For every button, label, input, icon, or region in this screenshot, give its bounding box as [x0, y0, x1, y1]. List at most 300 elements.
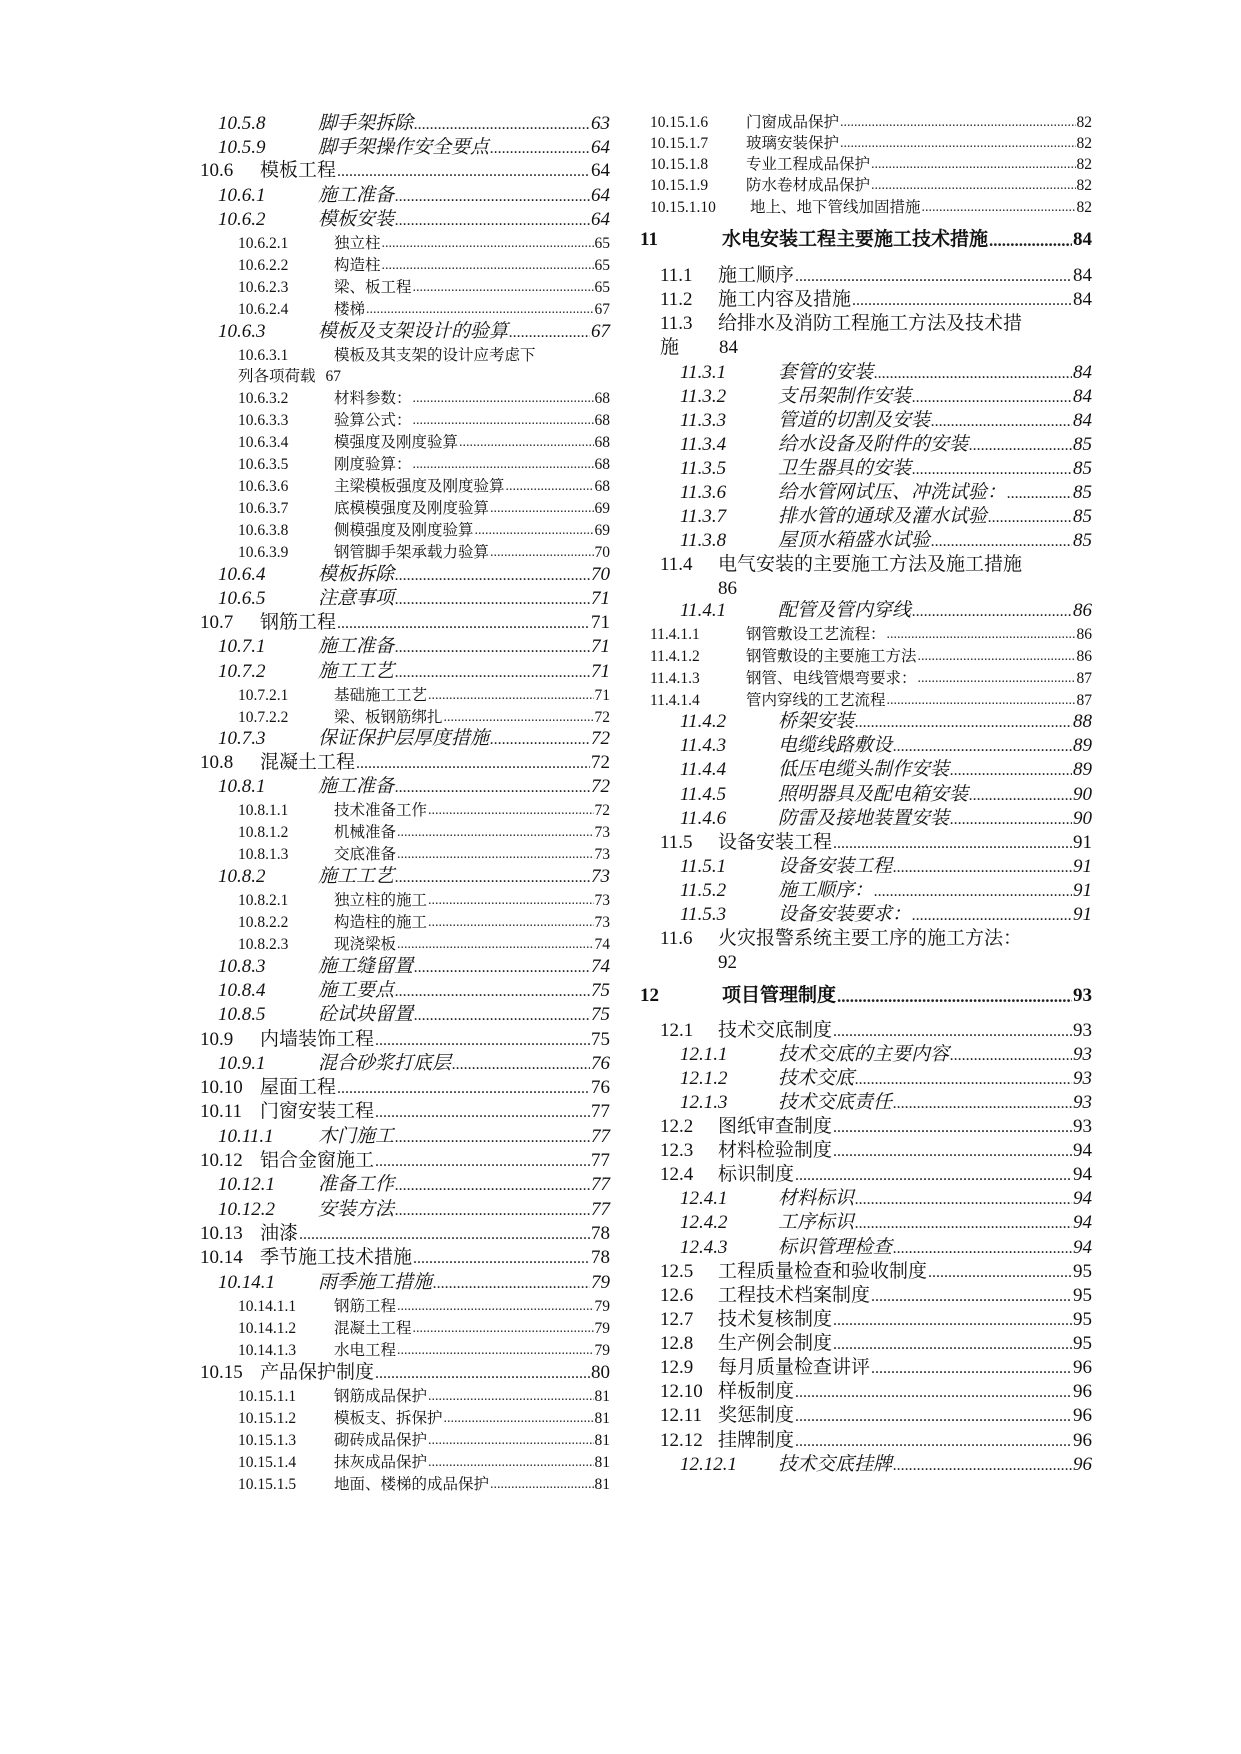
toc-entry-page: 73 — [594, 913, 610, 931]
dot-leader — [874, 366, 1072, 382]
toc-entry[interactable] — [200, 753, 610, 772]
toc-entry[interactable] — [650, 136, 1092, 152]
toc-entry-title: 给水管网试压、冲洗试验： — [778, 482, 1007, 503]
toc-entry-title: 奖惩制度 — [718, 1405, 795, 1426]
toc-entry[interactable] — [218, 1175, 610, 1194]
toc-entry[interactable] — [660, 1141, 1092, 1160]
toc-entry-title: 钢管敷设的主要施工方法 — [746, 647, 917, 665]
dot-leader — [871, 179, 1075, 193]
toc-entry[interactable] — [238, 1455, 610, 1471]
dot-leader — [428, 1390, 593, 1404]
toc-entry[interactable] — [238, 1411, 610, 1427]
toc-entry[interactable] — [660, 1021, 1092, 1040]
toc-entry-page: 71 — [591, 588, 610, 609]
toc-entry[interactable] — [218, 1005, 610, 1024]
toc-entry-page: 85 — [1073, 434, 1092, 455]
toc-entry-page: 72 — [594, 801, 610, 819]
toc-entry[interactable] — [238, 1343, 610, 1359]
toc-entry[interactable] — [238, 710, 610, 726]
toc-entry[interactable] — [238, 435, 610, 451]
dot-leader — [414, 960, 590, 976]
dot-leader — [337, 1081, 590, 1097]
toc-entry-page: 93 — [1073, 1092, 1092, 1113]
toc-entry-number: 10.6.4 — [218, 564, 266, 585]
dot-leader — [428, 689, 593, 703]
toc-entry-page: 72 — [591, 752, 610, 773]
toc-entry-title: 标识管理检查 — [778, 1237, 893, 1258]
toc-entry[interactable] — [660, 1431, 1092, 1450]
toc-entry[interactable] — [200, 1363, 610, 1382]
dot-leader — [1007, 486, 1072, 502]
toc-entry-title: 保证保护层厚度措施 — [318, 728, 490, 749]
toc-entry-title: 图纸审查制度 — [718, 1116, 833, 1137]
toc-entry[interactable] — [680, 1455, 1092, 1474]
dot-leader — [428, 804, 593, 818]
dot-leader — [887, 694, 1076, 708]
dot-leader — [395, 640, 590, 656]
toc-entry-title: 每月质量检查讲评 — [718, 1357, 871, 1378]
toc-entry-number: 12.1.3 — [680, 1092, 728, 1113]
toc-entry[interactable] — [680, 1093, 1092, 1112]
toc-entry[interactable] — [680, 531, 1092, 550]
toc-entry[interactable] — [660, 314, 1092, 333]
toc-entry-title: 施工顺序 — [718, 265, 795, 286]
toc-entry[interactable] — [660, 1382, 1092, 1401]
toc-entry-title: 模板安装 — [318, 209, 395, 230]
toc-entry[interactable] — [660, 833, 1092, 852]
toc-entry-page: 94 — [1073, 1140, 1092, 1161]
toc-entry-page: 69 — [594, 521, 610, 539]
toc-entry-title: 安装方法 — [318, 1199, 395, 1220]
toc-entry[interactable] — [218, 777, 610, 796]
toc-entry-title: 主梁模板强度及刚度验算 — [334, 477, 505, 495]
toc-entry-number: 10.6.2 — [218, 209, 266, 230]
dot-leader — [414, 1008, 590, 1024]
toc-entry-title: 刚度验算： — [334, 455, 412, 473]
toc-entry[interactable] — [680, 785, 1092, 804]
toc-entry-title: 施工顺序： — [778, 880, 874, 901]
toc-entry[interactable] — [218, 114, 610, 133]
dot-leader — [833, 836, 1072, 852]
toc-entry-page: 65 — [594, 278, 610, 296]
dot-leader — [397, 826, 593, 840]
toc-entry-page: 91 — [1073, 904, 1092, 925]
toc-entry[interactable] — [680, 857, 1092, 876]
toc-entry-page: 96 — [1073, 1357, 1092, 1378]
toc-entry-page: 76 — [591, 1077, 610, 1098]
toc-entry-title: 技术交底挂牌 — [778, 1454, 893, 1475]
toc-entry[interactable] — [660, 1310, 1092, 1329]
toc-entry-page: 96 — [1073, 1381, 1092, 1402]
dot-leader — [833, 1024, 1072, 1040]
toc-entry-page: 95 — [1073, 1261, 1092, 1282]
toc-entry-page: 84 — [1073, 362, 1092, 383]
toc-entry[interactable] — [238, 1433, 610, 1449]
toc-entry-number: 10.6.3.9 — [238, 543, 289, 561]
toc-entry-title-continued: 86 — [718, 578, 737, 599]
dot-leader — [337, 164, 590, 180]
toc-entry[interactable] — [238, 479, 610, 495]
toc-entry-number: 11.4.1.4 — [650, 691, 700, 709]
toc-entry-number: 11.4.6 — [680, 808, 727, 829]
toc-entry-title: 基础施工工艺 — [334, 686, 428, 704]
toc-entry[interactable] — [650, 178, 1092, 194]
toc-entry-title: 支吊架制作安装 — [778, 386, 912, 407]
toc-entry-title: 低压电缆头制作安装 — [778, 759, 950, 780]
toc-entry-page: 89 — [1073, 759, 1092, 780]
toc-entry-number: 10.9 — [200, 1029, 234, 1050]
toc-entry[interactable] — [680, 601, 1092, 620]
toc-entry-title: 钢筋工程 — [260, 612, 337, 633]
toc-entry[interactable] — [218, 957, 610, 976]
toc-entry-page: 84 — [1073, 289, 1092, 310]
toc-entry-page: 65 — [594, 256, 610, 274]
toc-entry-title: 混凝土工程 — [260, 752, 356, 773]
toc-entry-title: 技术交底责任 — [778, 1092, 893, 1113]
toc-entry-number: 11.4.3 — [680, 735, 727, 756]
dot-leader — [428, 1456, 593, 1470]
toc-entry[interactable] — [660, 1165, 1092, 1184]
toc-entry-number: 12.4 — [660, 1164, 694, 1185]
toc-entry-page: 91 — [1073, 880, 1092, 901]
toc-entry-page: 79 — [594, 1341, 610, 1359]
dot-leader — [950, 812, 1072, 828]
toc-entry-page: 74 — [591, 956, 610, 977]
toc-entry[interactable] — [680, 483, 1092, 502]
toc-entry-page: 68 — [594, 433, 610, 451]
toc-entry[interactable] — [238, 1321, 610, 1337]
toc-entry[interactable] — [238, 523, 610, 539]
dot-leader — [795, 269, 1072, 285]
toc-entry[interactable] — [218, 1127, 610, 1146]
toc-entry[interactable] — [218, 565, 610, 584]
toc-entry[interactable] — [238, 501, 610, 517]
toc-entry-number: 10.8 — [200, 752, 234, 773]
toc-entry-number: 12.12.1 — [680, 1454, 737, 1475]
toc-entry[interactable] — [660, 929, 1092, 948]
toc-entry-number: 12.7 — [660, 1309, 694, 1330]
toc-entry[interactable] — [218, 1200, 610, 1219]
toc-entry-page: 68 — [594, 411, 610, 429]
toc-entry-title: 技术准备工作 — [334, 801, 428, 819]
toc-entry-page: 81 — [594, 1475, 610, 1493]
dot-leader — [893, 860, 1072, 876]
toc-entry-page: 85 — [1073, 530, 1092, 551]
toc-entry-title: 地面、楼梯的成品保护 — [334, 1475, 490, 1493]
toc-entry-number: 10.6.3.7 — [238, 499, 289, 517]
toc-entry[interactable] — [680, 459, 1092, 478]
toc-entry[interactable] — [218, 322, 610, 341]
toc-entry[interactable] — [238, 545, 610, 561]
dot-leader — [928, 1265, 1072, 1281]
toc-entry[interactable] — [660, 1334, 1092, 1353]
toc-entry-page: 72 — [591, 728, 610, 749]
toc-entry[interactable] — [200, 1224, 610, 1243]
toc-entry-number: 11.4.4 — [680, 759, 727, 780]
toc-entry-number: 10.8.1.1 — [238, 801, 289, 819]
toc-entry-page: 90 — [1073, 784, 1092, 805]
toc-entry[interactable] — [218, 662, 610, 681]
toc-entry-number: 11.5.2 — [680, 880, 727, 901]
toc-entry[interactable] — [680, 1045, 1092, 1064]
toc-entry[interactable] — [218, 210, 610, 229]
toc-entry[interactable] — [238, 391, 610, 407]
dot-leader — [433, 1276, 590, 1292]
toc-entry[interactable] — [680, 712, 1092, 731]
toc-entry-title: 样板制度 — [718, 1381, 795, 1402]
toc-entry[interactable] — [680, 809, 1092, 828]
toc-entry[interactable] — [238, 803, 610, 819]
toc-entry[interactable] — [640, 230, 1092, 249]
toc-entry[interactable] — [660, 1262, 1092, 1281]
toc-entry[interactable] — [238, 457, 610, 473]
toc-entry[interactable] — [650, 671, 1092, 687]
toc-entry[interactable] — [200, 1151, 610, 1170]
toc-entry-page: 79 — [591, 1272, 610, 1293]
toc-entry-page: 95 — [1073, 1333, 1092, 1354]
toc-entry-number: 10.15.1.5 — [238, 1475, 297, 1493]
toc-entry-number: 10.11.1 — [218, 1126, 274, 1147]
toc-entry-page: 93 — [1073, 1044, 1092, 1065]
toc-entry[interactable] — [238, 348, 610, 364]
toc-entry-number: 10.8.1.3 — [238, 845, 289, 863]
toc-entry[interactable] — [218, 637, 610, 656]
dot-leader — [413, 281, 594, 295]
toc-entry-title: 混合砂浆打底层 — [318, 1053, 452, 1074]
toc-entry-number: 10.6.2.1 — [238, 234, 289, 252]
toc-entry-title: 产品保护制度 — [260, 1362, 375, 1383]
toc-entry-title: 电气安装的主要施工方法及施工措施 — [718, 554, 1023, 575]
toc-entry[interactable] — [238, 302, 610, 318]
toc-entry[interactable] — [680, 435, 1092, 454]
dot-leader — [413, 458, 594, 472]
toc-entry[interactable] — [238, 258, 610, 274]
toc-entry-title: 玻璃安装保护 — [746, 134, 840, 152]
toc-entry[interactable] — [640, 986, 1092, 1005]
toc-entry[interactable] — [650, 115, 1092, 131]
toc-entry[interactable] — [218, 867, 610, 886]
toc-entry-page: 71 — [594, 686, 610, 704]
toc-entry-title: 门窗安装工程 — [260, 1101, 375, 1122]
dot-leader — [397, 1300, 593, 1314]
dot-leader — [833, 1144, 1072, 1160]
toc-entry[interactable] — [218, 589, 610, 608]
toc-entry[interactable] — [200, 1078, 610, 1097]
toc-entry-number: 10.10 — [200, 1077, 243, 1098]
toc-entry-page: 94 — [1073, 1164, 1092, 1185]
toc-entry-title: 油漆 — [260, 1223, 299, 1244]
toc-entry[interactable] — [200, 1030, 610, 1049]
toc-entry[interactable] — [680, 1069, 1092, 1088]
toc-entry[interactable] — [680, 411, 1092, 430]
dot-leader — [299, 1227, 590, 1243]
toc-entry-number: 10.5.9 — [218, 137, 266, 158]
toc-entry-title: 门窗成品保护 — [746, 113, 840, 131]
toc-entry-page: 81 — [594, 1387, 610, 1405]
toc-entry[interactable] — [238, 915, 610, 931]
toc-entry-title: 模板工程 — [260, 160, 337, 181]
toc-entry[interactable] — [238, 825, 610, 841]
dot-leader — [395, 1178, 590, 1194]
toc-entry[interactable] — [650, 649, 1092, 665]
toc-entry-number: 12.2 — [660, 1116, 694, 1137]
toc-entry-title: 施工准备 — [318, 776, 395, 797]
toc-entry-title: 模强度及刚度验算 — [334, 433, 459, 451]
toc-entry[interactable] — [238, 1389, 610, 1405]
toc-entry-title: 施工工艺 — [318, 866, 395, 887]
toc-entry-title: 施工内容及措施 — [718, 289, 852, 310]
dot-leader — [795, 1168, 1072, 1184]
toc-entry[interactable] — [660, 1358, 1092, 1377]
toc-entry[interactable] — [680, 736, 1092, 755]
toc-entry[interactable] — [680, 881, 1092, 900]
toc-entry-number: 10.6.3.2 — [238, 389, 289, 407]
toc-entry[interactable] — [218, 729, 610, 748]
toc-entry-number: 10.15.1.9 — [650, 176, 709, 194]
toc-entry-title: 项目管理制度 — [722, 985, 837, 1006]
toc-entry[interactable] — [200, 161, 610, 180]
toc-entry-title: 独立柱的施工 — [334, 891, 428, 909]
toc-entry[interactable] — [238, 413, 610, 429]
toc-entry[interactable] — [238, 236, 610, 252]
toc-entry-number: 10.12.2 — [218, 1199, 275, 1220]
toc-entry-title: 抹灰成品保护 — [334, 1453, 428, 1471]
toc-entry[interactable] — [218, 1273, 610, 1292]
dot-leader — [444, 1412, 594, 1426]
dot-leader — [414, 117, 590, 133]
dot-leader — [912, 908, 1072, 924]
toc-entry[interactable] — [218, 138, 610, 157]
dot-leader — [356, 756, 590, 772]
toc-entry[interactable] — [650, 693, 1092, 709]
dot-leader — [871, 1289, 1072, 1305]
dot-leader — [395, 213, 590, 229]
toc-entry-title: 梁、板钢筋绑扎 — [334, 708, 443, 726]
toc-entry[interactable] — [238, 688, 610, 704]
dot-leader — [887, 628, 1076, 642]
toc-entry-page: 73 — [591, 866, 610, 887]
toc-entry[interactable] — [650, 157, 1092, 173]
toc-entry[interactable] — [238, 1299, 610, 1315]
toc-entry[interactable] — [200, 1248, 610, 1267]
toc-entry[interactable] — [238, 1477, 610, 1493]
toc-entry-title: 标识制度 — [718, 1164, 795, 1185]
toc-entry-page: 93 — [1073, 1020, 1092, 1041]
toc-entry-number: 12.11 — [660, 1405, 703, 1426]
toc-entry-page: 94 — [1073, 1237, 1092, 1258]
toc-entry[interactable] — [680, 760, 1092, 779]
dot-leader — [833, 1313, 1072, 1329]
toc-entry[interactable] — [218, 1054, 610, 1073]
toc-entry-title: 防水卷材成品保护 — [746, 176, 871, 194]
dot-leader — [506, 480, 594, 494]
toc-entry-number: 10.7.1 — [218, 636, 266, 657]
toc-entry-number: 11.5.3 — [680, 904, 727, 925]
toc-entry-title: 施工工艺 — [318, 661, 395, 682]
toc-entry[interactable] — [660, 555, 1092, 574]
toc-entry[interactable] — [680, 1213, 1092, 1232]
toc-entry-number: 11.4.1.3 — [650, 669, 700, 687]
toc-entry-title: 设备安装要求： — [778, 904, 912, 925]
toc-entry[interactable] — [650, 627, 1092, 643]
toc-entry-number: 10.8.4 — [218, 980, 266, 1001]
toc-entry[interactable] — [238, 937, 610, 953]
toc-entry[interactable] — [200, 613, 610, 632]
toc-entry-title: 材料参数： — [334, 389, 412, 407]
toc-entry[interactable] — [680, 363, 1092, 382]
toc-entry-number: 12.1.2 — [680, 1068, 728, 1089]
dot-leader — [475, 524, 594, 538]
toc-entry[interactable] — [660, 1117, 1092, 1136]
toc-entry[interactable] — [650, 200, 1092, 216]
toc-entry-title: 模板拆除 — [318, 564, 395, 585]
toc-entry-page: 93 — [1073, 985, 1092, 1006]
toc-entry[interactable] — [238, 847, 610, 863]
toc-entry[interactable] — [660, 266, 1092, 285]
toc-entry-page: 64 — [591, 185, 610, 206]
toc-entry[interactable] — [200, 1102, 610, 1121]
dot-leader — [833, 1120, 1072, 1136]
toc-entry-number: 11.3.8 — [680, 530, 727, 551]
toc-entry[interactable] — [660, 290, 1092, 309]
toc-entry-page: 72 — [591, 776, 610, 797]
toc-entry[interactable] — [238, 893, 610, 909]
dot-leader — [969, 788, 1072, 804]
toc-entry-page: 86 — [1076, 647, 1092, 665]
toc-entry-number: 10.14.1.1 — [238, 1297, 297, 1315]
toc-entry-page: 73 — [594, 823, 610, 841]
toc-entry-continuation — [718, 953, 737, 972]
toc-entry-page: 64 — [591, 209, 610, 230]
toc-entry[interactable] — [680, 387, 1092, 406]
dot-leader — [428, 894, 593, 908]
dot-leader — [375, 1033, 590, 1049]
toc-entry[interactable] — [680, 905, 1092, 924]
dot-leader — [395, 189, 590, 205]
toc-entry-title: 楼梯 — [334, 300, 366, 318]
toc-entry-number: 11.3.4 — [680, 434, 727, 455]
toc-entry-title: 工程技术档案制度 — [718, 1285, 871, 1306]
toc-entry-page: 77 — [591, 1126, 610, 1147]
toc-entry-number: 11.3.6 — [680, 482, 727, 503]
toc-entry-number: 11.1 — [660, 265, 693, 286]
toc-entry-number: 10.15.1.3 — [238, 1431, 297, 1449]
toc-entry-title: 桥架安装 — [778, 711, 855, 732]
toc-entry[interactable] — [218, 186, 610, 205]
toc-entry-title: 砌砖成品保护 — [334, 1431, 428, 1449]
toc-entry[interactable] — [680, 1238, 1092, 1257]
toc-entry-page: 64 — [591, 137, 610, 158]
toc-entry[interactable] — [218, 981, 610, 1000]
toc-entry[interactable] — [680, 507, 1092, 526]
toc-entry-title: 施工准备 — [318, 185, 395, 206]
toc-entry-number: 12.10 — [660, 1381, 703, 1402]
toc-entry[interactable] — [680, 1189, 1092, 1208]
toc-entry-number: 10.7 — [200, 612, 234, 633]
toc-entry-page: 93 — [1073, 1116, 1092, 1137]
toc-entry[interactable] — [660, 1286, 1092, 1305]
toc-entry-number: 10.6.5 — [218, 588, 266, 609]
toc-entry-title: 屋顶水箱盛水试验 — [778, 530, 931, 551]
dot-leader — [444, 711, 594, 725]
toc-entry-title: 模板及支架设计的验算 — [318, 321, 509, 342]
dot-leader — [366, 303, 593, 317]
toc-entry-title: 准备工作 — [318, 1174, 395, 1195]
dot-leader — [375, 1105, 590, 1121]
toc-entry[interactable] — [660, 1406, 1092, 1425]
toc-entry[interactable] — [238, 280, 610, 296]
toc-entry-page: 78 — [591, 1247, 610, 1268]
